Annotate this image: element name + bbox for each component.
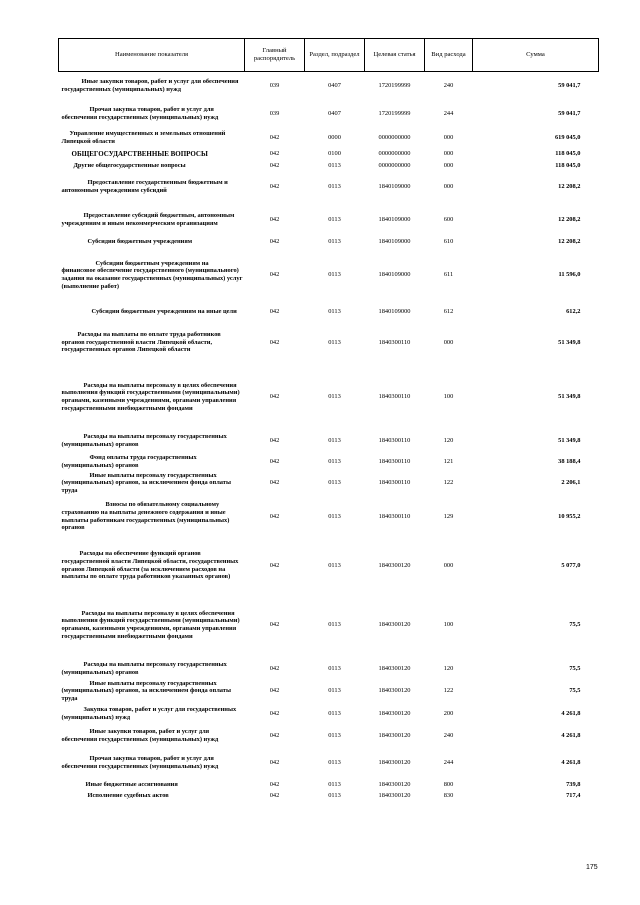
- cell-section: 0113: [328, 561, 341, 569]
- cell-target: 0000000000: [378, 150, 411, 158]
- cell-name: Иные бюджетные ассигнования: [85, 781, 178, 789]
- cell-name: Взносы по обязательному социальному страхованию на выплаты денежного содержания и иные выплаты работникам государственных (муниципальных) органов: [61, 501, 230, 532]
- cell-admin: 042: [269, 479, 280, 487]
- table-row: [59, 72, 599, 100]
- cell-admin: 042: [269, 731, 280, 739]
- cell-sum: 739,8: [566, 781, 581, 789]
- cell-admin: 042: [269, 183, 280, 191]
- cell-expense: 600: [443, 216, 454, 224]
- cell-section: 0113: [328, 457, 341, 465]
- table-row: [59, 539, 599, 593]
- cell-name: Иные закупки товаров, работ и услуг для обеспечения государственных (муниципальных) нужд: [61, 727, 219, 743]
- cell-name: Субсидии бюджетным учреждениям на финансовое обеспечение государственного (муниципального) задания на оказание государственных (муниципальных) услуг (выполнение работ): [61, 259, 243, 290]
- cell-expense: 244: [443, 109, 454, 117]
- table-body: [59, 72, 599, 802]
- cell-section: 0100: [328, 150, 341, 158]
- cell-expense: 611: [443, 271, 454, 279]
- cell-sum: 12 208,2: [558, 216, 581, 224]
- cell-name: Предоставление субсидий бюджетным, автономным учреждениям и иным некоммерческим организациям: [61, 212, 235, 227]
- table-row: [59, 100, 599, 128]
- cell-sum: 59 041,7: [558, 109, 581, 117]
- cell-admin: 042: [269, 161, 280, 169]
- header-section: Раздел, подраздел: [305, 39, 365, 72]
- budget-table: [58, 38, 599, 802]
- cell-target: 1840300120: [378, 781, 411, 789]
- cell-target: 1840300110: [378, 479, 411, 487]
- cell-sum: 717,4: [566, 792, 581, 800]
- cell-target: 0000000000: [378, 133, 411, 141]
- cell-section: 0407: [328, 81, 341, 89]
- cell-admin: 042: [269, 150, 280, 158]
- cell-expense: 000: [443, 133, 454, 141]
- cell-name: Расходы на выплаты по оплате труда работников органов государственной власти Липецкой области, государственных органов Липецкой области: [61, 330, 221, 354]
- cell-target: 1840109000: [378, 307, 411, 315]
- cell-admin: 042: [269, 238, 280, 246]
- table-row: [59, 148, 599, 161]
- cell-sum: 51 349,8: [558, 436, 581, 444]
- cell-admin: 042: [269, 457, 280, 465]
- cell-section: 0113: [328, 436, 341, 444]
- table-row: [59, 452, 599, 472]
- cell-target: 1840300110: [378, 338, 411, 346]
- table-row: [59, 204, 599, 237]
- table-row: [59, 495, 599, 539]
- cell-name: Иные выплаты персоналу государственных (муниципальных) органов, за исключением фонда оплаты труда: [61, 471, 231, 494]
- cell-target: 1840300110: [378, 457, 411, 465]
- cell-target: 1840300120: [378, 759, 411, 767]
- cell-expense: 830: [443, 792, 454, 800]
- cell-section: 0113: [328, 621, 341, 629]
- cell-sum: 11 596,0: [558, 271, 581, 279]
- cell-section: 0113: [328, 709, 341, 717]
- cell-name: Расходы на выплаты персоналу государственных (муниципальных) органов: [61, 432, 227, 448]
- cell-target: 1720199999: [378, 81, 411, 89]
- cell-sum: 12 208,2: [558, 183, 581, 191]
- cell-name: Закупка товаров, работ и услуг для государственных (муниципальных) нужд: [61, 705, 237, 721]
- cell-section: 0113: [328, 216, 341, 224]
- cell-section: 0113: [328, 759, 341, 767]
- cell-name: Расходы на обеспечение функций органов государственной власти Липецкой области, государственных органов Липецкой области (за исключением расходов на выплаты по оплате труда работников указанных органов): [61, 550, 239, 581]
- cell-target: 1840109000: [378, 238, 411, 246]
- header-admin: Главный распорядитель: [245, 39, 305, 72]
- table-row: [59, 161, 599, 171]
- cell-sum: 4 261,8: [561, 709, 581, 717]
- table-row: [59, 321, 599, 365]
- cell-expense: 000: [443, 338, 454, 346]
- cell-sum: 2 206,1: [561, 479, 581, 487]
- cell-target: 1840109000: [378, 271, 411, 279]
- cell-admin: 042: [269, 271, 280, 279]
- cell-section: 0113: [328, 338, 341, 346]
- cell-section: 0113: [328, 393, 341, 401]
- cell-name: Иные выплаты персоналу государственных (муниципальных) органов, за исключением фонда оплаты труда: [61, 679, 231, 702]
- cell-target: 1840109000: [378, 216, 411, 224]
- cell-expense: 120: [443, 664, 454, 672]
- cell-name: Расходы на выплаты персоналу в целях обеспечения выполнения функций государственными (муниципальными) органами, казенными учреждениями, органами управления государственными внебюджетными фондами: [61, 609, 240, 640]
- table-row: [59, 593, 599, 658]
- cell-target: 0000000000: [378, 161, 411, 169]
- cell-sum: 4 261,8: [561, 759, 581, 767]
- cell-sum: 4 261,8: [561, 731, 581, 739]
- table-row: [59, 680, 599, 703]
- cell-expense: 240: [443, 81, 454, 89]
- cell-sum: 51 349,8: [558, 393, 581, 401]
- cell-expense: 122: [443, 687, 454, 695]
- cell-sum: 5 077,0: [561, 561, 581, 569]
- cell-expense: 000: [443, 161, 454, 169]
- table-row: [59, 128, 599, 148]
- cell-expense: 121: [443, 457, 454, 465]
- cell-expense: 200: [443, 709, 454, 717]
- cell-admin: 042: [269, 759, 280, 767]
- cell-admin: 042: [269, 133, 280, 141]
- cell-target: 1840300120: [378, 687, 411, 695]
- cell-admin: 042: [269, 781, 280, 789]
- cell-admin: 042: [269, 621, 280, 629]
- cell-name: Иные закупки товаров, работ и услуг для обеспечения государственных (муниципальных) нужд: [61, 78, 239, 93]
- cell-admin: 042: [269, 307, 280, 315]
- header-expense: Вид расхода: [425, 39, 473, 72]
- cell-section: 0000: [328, 133, 341, 141]
- cell-section: 0113: [328, 238, 341, 246]
- table-row: [59, 658, 599, 680]
- cell-admin: 042: [269, 393, 280, 401]
- cell-sum: 75,5: [569, 621, 581, 629]
- cell-target: 1840300120: [378, 621, 411, 629]
- cell-admin: 042: [269, 436, 280, 444]
- cell-expense: 120: [443, 436, 454, 444]
- cell-name: Исполнение судебных актов: [87, 792, 169, 800]
- header-target: Целевая статья: [365, 39, 425, 72]
- cell-sum: 75,5: [569, 687, 581, 695]
- cell-name: Другие общегосударственные вопросы: [73, 161, 186, 169]
- cell-name: Субсидии бюджетным учреждениям на иные цели: [91, 307, 237, 315]
- cell-section: 0113: [328, 781, 341, 789]
- cell-section: 0407: [328, 109, 341, 117]
- table-row: [59, 430, 599, 452]
- cell-name: Прочая закупка товаров, работ и услуг для обеспечения государственных (муниципальных) нужд: [61, 105, 219, 121]
- cell-sum: 10 955,2: [558, 512, 581, 520]
- table-header-row: [59, 39, 599, 72]
- cell-expense: 122: [443, 479, 454, 487]
- cell-section: 0113: [328, 271, 341, 279]
- cell-expense: 000: [443, 150, 454, 158]
- cell-admin: 042: [269, 216, 280, 224]
- table-row: [59, 171, 599, 204]
- cell-admin: 042: [269, 512, 280, 520]
- cell-admin: 042: [269, 709, 280, 717]
- cell-expense: 612: [443, 307, 454, 315]
- cell-name: Расходы на выплаты персоналу в целях обеспечения выполнения функций государственными (муниципальными) органами, казенными учреждениями, органами управления государственными внебюджетными фондами: [61, 381, 240, 412]
- cell-admin: 042: [269, 687, 280, 695]
- cell-admin: 042: [269, 792, 280, 800]
- cell-sum: 612,2: [566, 307, 581, 315]
- table-row: [59, 780, 599, 791]
- cell-expense: 610: [443, 238, 454, 246]
- cell-sum: 118 045,0: [555, 161, 581, 169]
- cell-sum: 51 349,8: [558, 338, 581, 346]
- cell-target: 1840300120: [378, 792, 411, 800]
- cell-section: 0113: [328, 731, 341, 739]
- cell-expense: 240: [443, 731, 454, 739]
- cell-admin: 042: [269, 561, 280, 569]
- cell-target: 1840109000: [378, 183, 411, 191]
- cell-section: 0113: [328, 687, 341, 695]
- table-row: [59, 237, 599, 248]
- cell-target: 1840300110: [378, 436, 411, 444]
- cell-name: Субсидии бюджетным учреждениям: [87, 238, 193, 246]
- cell-target: 1840300110: [378, 393, 411, 401]
- table-row: [59, 747, 599, 780]
- cell-section: 0113: [328, 479, 341, 487]
- cell-target: 1840300120: [378, 561, 411, 569]
- table-row: [59, 703, 599, 725]
- cell-section: 0113: [328, 792, 341, 800]
- cell-section: 0113: [328, 307, 341, 315]
- cell-name: Предоставление государственным бюджетным и автономным учреждениям субсидий: [61, 179, 228, 194]
- cell-expense: 244: [443, 759, 454, 767]
- cell-target: 1840300120: [378, 731, 411, 739]
- table-row: [59, 725, 599, 747]
- cell-name: Расходы на выплаты персоналу государственных (муниципальных) органов: [61, 660, 227, 676]
- cell-expense: 800: [443, 781, 454, 789]
- cell-admin: 042: [269, 338, 280, 346]
- cell-name: ОБЩЕГОСУДАРСТВЕННЫЕ ВОПРОСЫ: [71, 149, 208, 158]
- cell-target: 1720199999: [378, 109, 411, 117]
- cell-sum: 59 041,7: [558, 81, 581, 89]
- header-sum: Сумма: [473, 39, 599, 72]
- cell-name: Управление имущественных и земельных отношений Липецкой области: [61, 129, 226, 145]
- cell-sum: 619 045,0: [554, 133, 581, 141]
- cell-section: 0113: [328, 183, 341, 191]
- cell-section: 0113: [328, 161, 341, 169]
- cell-admin: 039: [269, 109, 280, 117]
- cell-sum: 75,5: [569, 664, 581, 672]
- cell-section: 0113: [328, 512, 341, 520]
- page-number: 175: [586, 864, 598, 871]
- cell-expense: 100: [443, 393, 454, 401]
- cell-sum: 118 045,0: [555, 150, 581, 158]
- budget-document: [58, 38, 598, 802]
- header-name: Наименование показателя: [59, 39, 245, 72]
- table-row: [59, 365, 599, 430]
- cell-admin: 039: [269, 81, 280, 89]
- table-row: [59, 248, 599, 303]
- table-row: [59, 472, 599, 495]
- cell-name: Фонд оплаты труда государственных (муниципальных) органов: [61, 453, 197, 469]
- table-row: [59, 303, 599, 321]
- cell-expense: 000: [443, 183, 454, 191]
- cell-expense: 129: [443, 512, 454, 520]
- cell-name: Прочая закупка товаров, работ и услуг для обеспечения государственных (муниципальных) нужд: [61, 755, 219, 771]
- cell-expense: 100: [443, 621, 454, 629]
- cell-admin: 042: [269, 664, 280, 672]
- cell-target: 1840300120: [378, 664, 411, 672]
- cell-expense: 000: [443, 561, 454, 569]
- table-row: [59, 791, 599, 802]
- cell-target: 1840300120: [378, 709, 411, 717]
- cell-target: 1840300110: [378, 512, 411, 520]
- cell-sum: 12 208,2: [558, 238, 581, 246]
- cell-section: 0113: [328, 664, 341, 672]
- cell-sum: 38 188,4: [558, 457, 581, 465]
